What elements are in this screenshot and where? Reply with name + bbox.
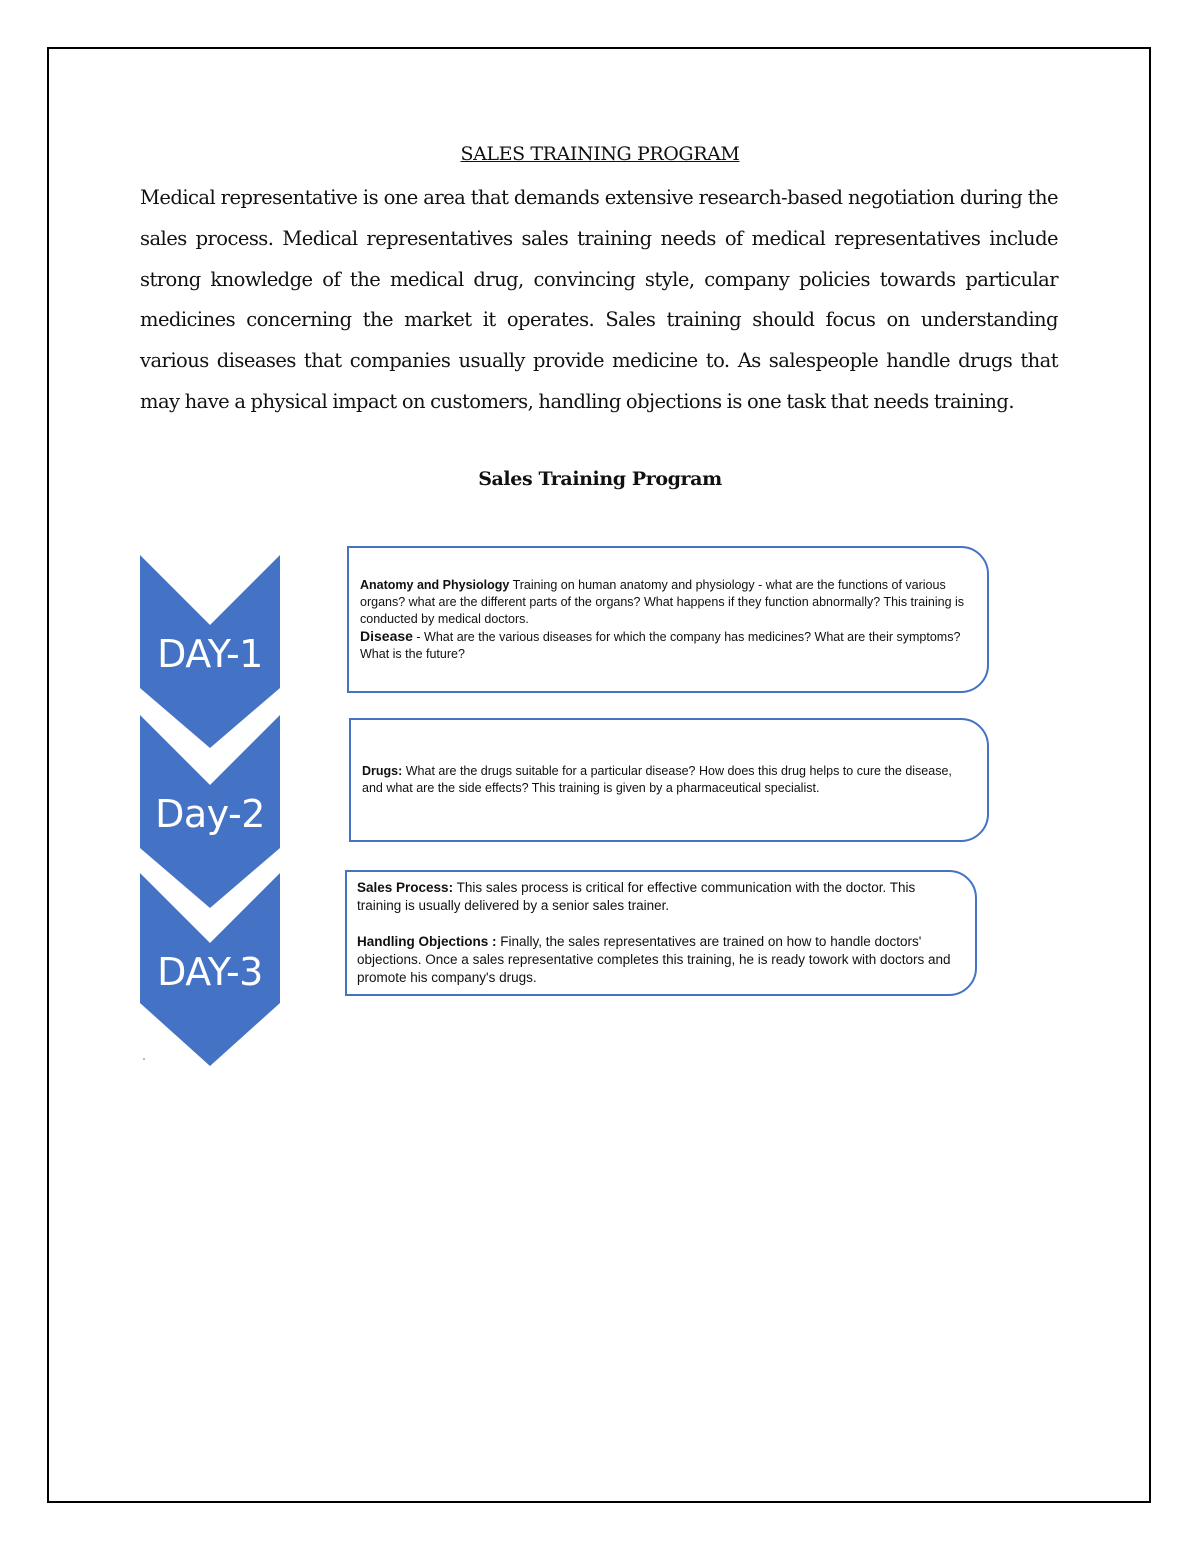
- diagram-title: Sales Training Program: [478, 468, 722, 490]
- day-1-item-disease: [360, 628, 973, 663]
- stray-dot: [143, 1058, 145, 1060]
- intro-paragraph: Medical representative is one area that demands extensive research-based negotiation during the sales process. Medical representatives sales training needs of medical representatives include strong knowledge of the medical drug, convincing style, company policies towards particular medicines concerning the market it operates. Sales training should focus on understanding various diseases that companies usually provide medicine to. As salespeople handle drugs that may have a physical impact on customers, handling objections is one task that needs training.: [140, 186, 1058, 413]
- day-1-label: DAY-1: [157, 632, 263, 676]
- day-3-label: DAY-3: [157, 950, 263, 994]
- day-3-item-handling-objections: [357, 933, 961, 987]
- day-3-content-box: [345, 870, 977, 996]
- sales-process-text: This sales process is critical for effective communication with the doctor. This training is usually delivered by a senior sales trainer.: [357, 880, 916, 913]
- day-2-content-box: [349, 718, 989, 842]
- disease-text: - What are the various diseases for which the company has medicines? What are their symptoms? What is the future?: [360, 629, 961, 661]
- disease-heading: Disease: [360, 627, 413, 644]
- anatomy-heading: Anatomy and Physiology: [360, 577, 510, 592]
- day-2-label: Day-2: [155, 792, 265, 836]
- drugs-text: What are the drugs suitable for a particular disease? How does this drug helps to cure the disease, and what are the side effects? This training is given by a pharmaceutical specialist.: [362, 764, 952, 795]
- drugs-heading: Drugs:: [362, 764, 403, 778]
- handling-objections-heading: Handling Objections :: [357, 934, 497, 949]
- sales-process-heading: Sales Process:: [357, 880, 454, 895]
- day-3-item-sales-process: [357, 879, 961, 915]
- document-title: SALES TRAINING PROGRAM: [460, 143, 740, 165]
- day-2-item-drugs: [362, 763, 973, 797]
- anatomy-text: Training on human anatomy and physiology - what are the functions of various organs? what are the different parts of the organs? What happens if they function abnormally? This training is conducted by medical doctors.: [360, 577, 965, 626]
- handling-objections-text: Finally, the sales representatives are trained on how to handle doctors' objections. Once a sales representative completes this training, he is ready towork with doctors and promote his company's drugs.: [357, 934, 951, 985]
- day-1-item-anatomy: [360, 577, 973, 628]
- day-1-content-box: [347, 546, 989, 693]
